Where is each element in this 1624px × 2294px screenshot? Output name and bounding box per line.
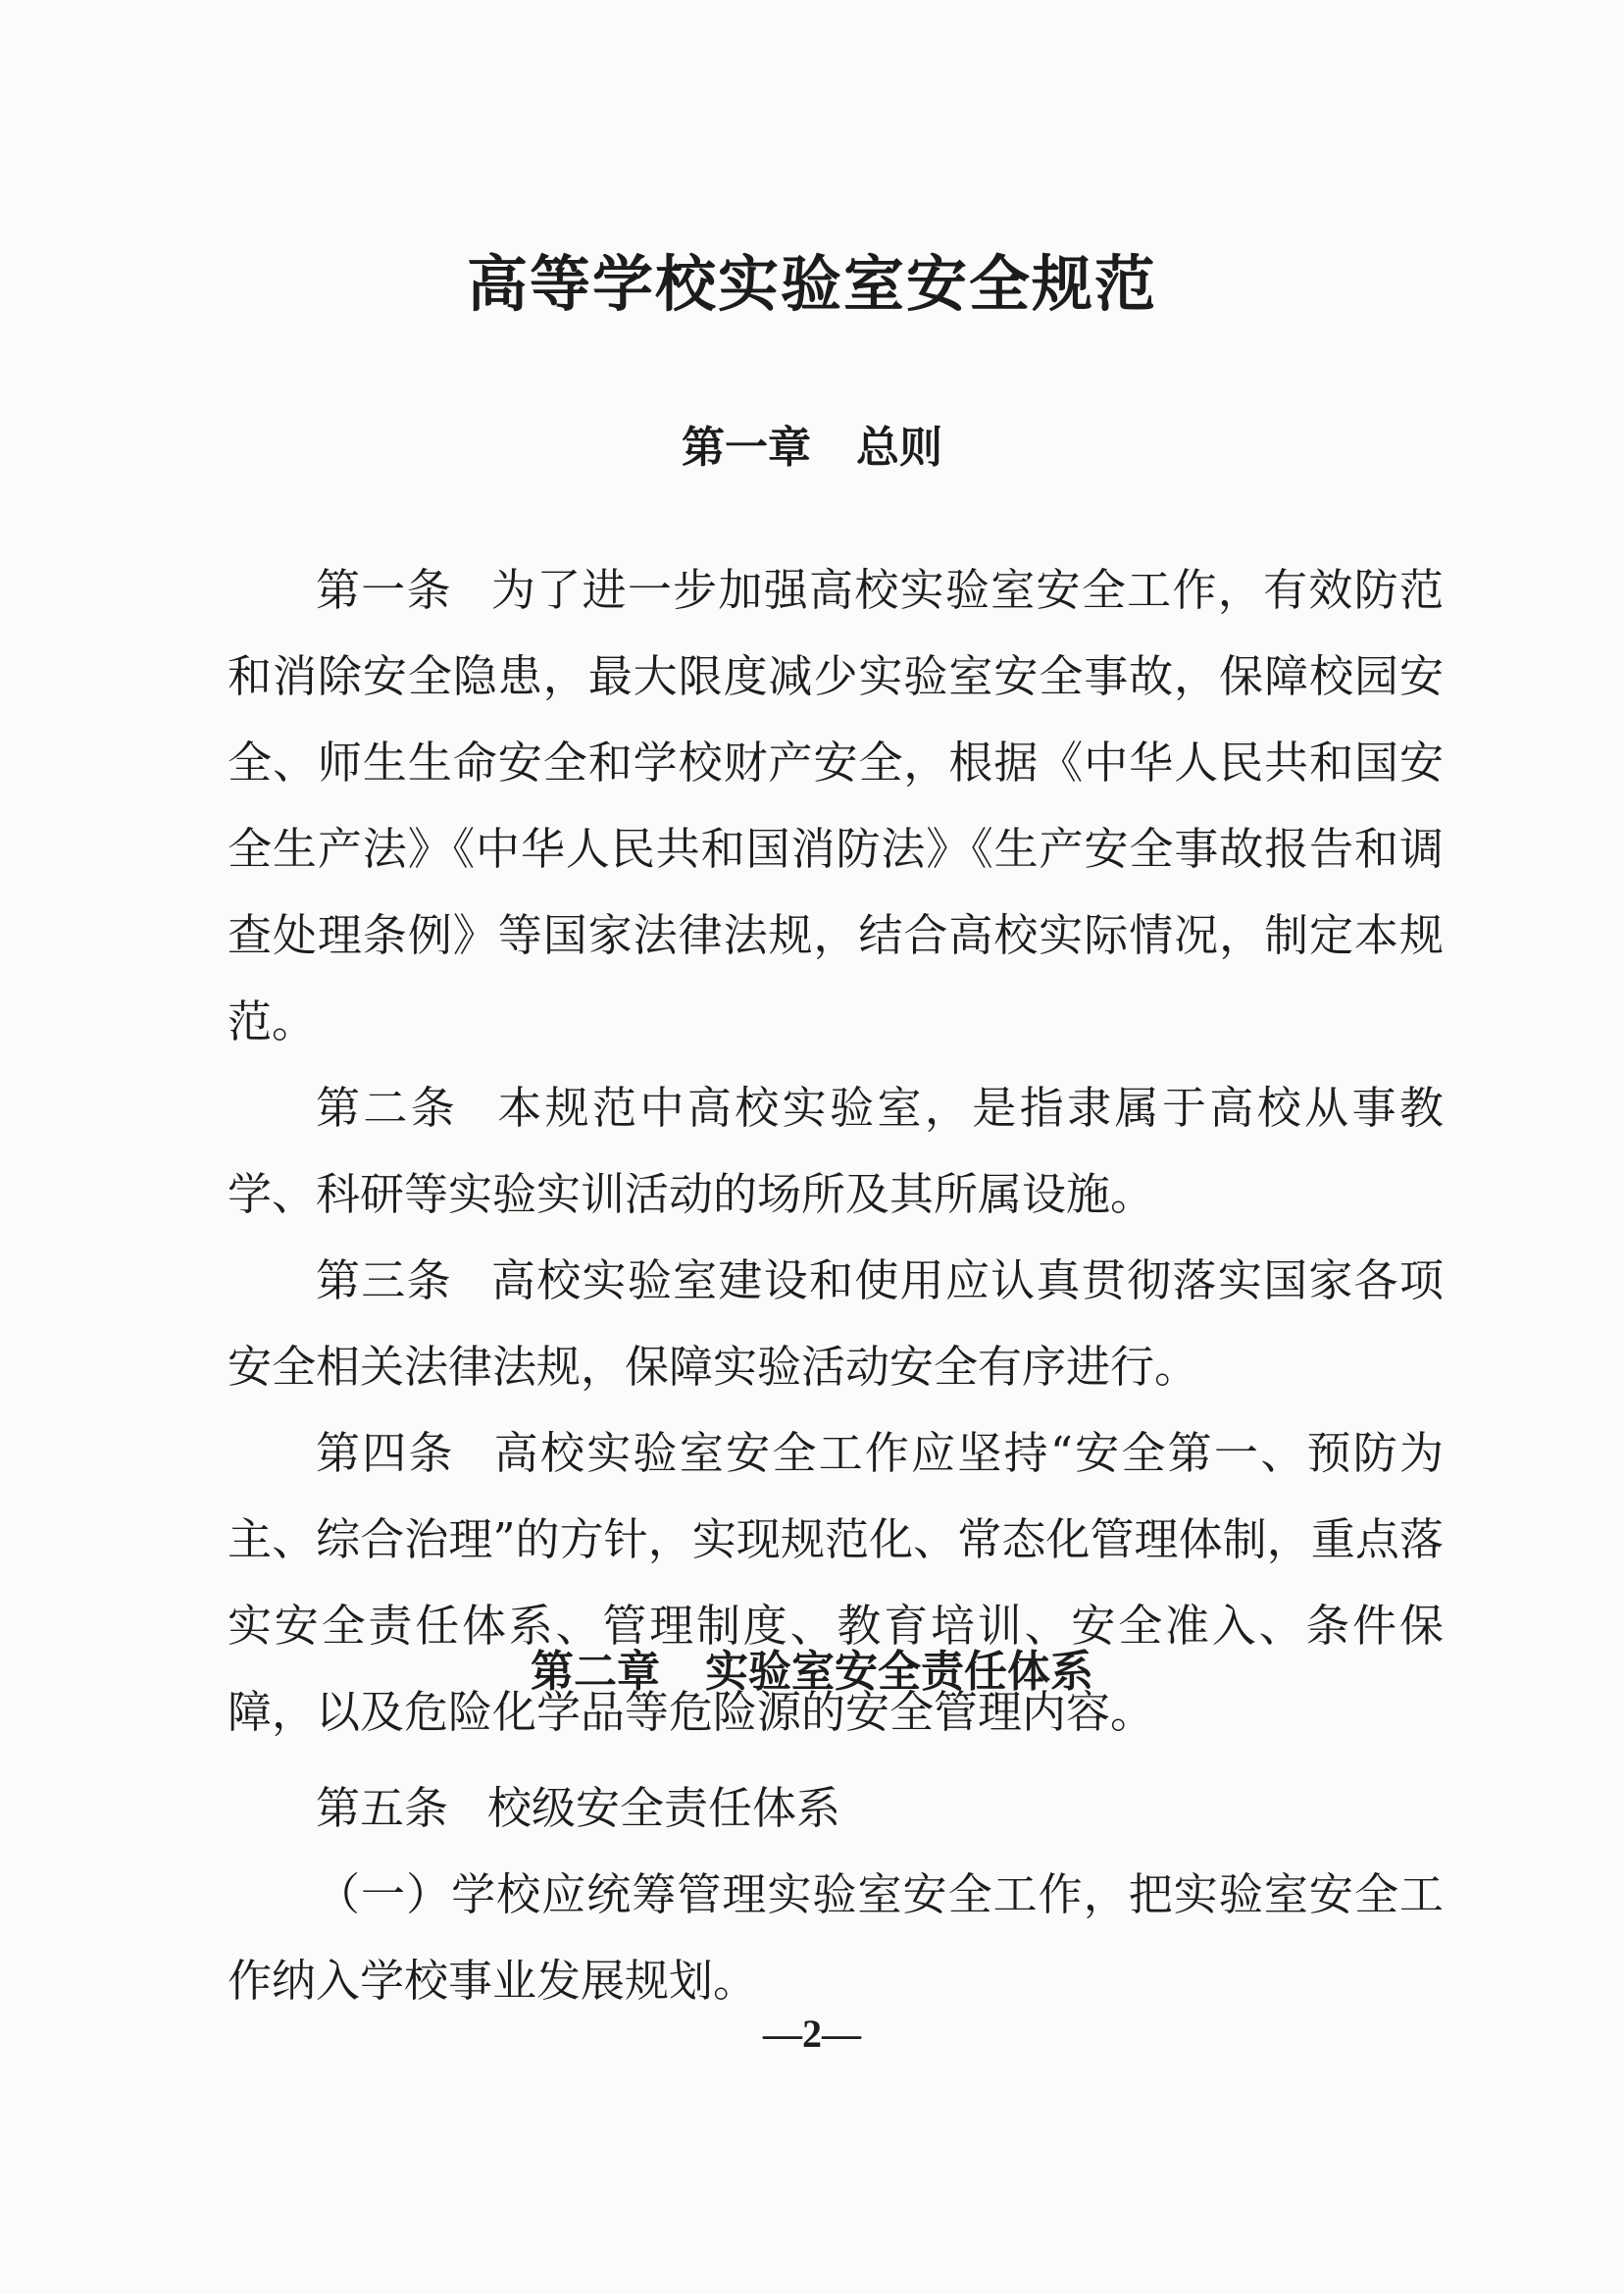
article-4 [228, 1410, 1444, 1756]
article-text: 校级安全责任体系 [487, 1782, 841, 1834]
article-3 [228, 1238, 1444, 1410]
chapter-number: 第一章 [682, 423, 811, 473]
document-title: 高等学校实验室安全规范 [466, 248, 1157, 320]
chapter-number: 第二章 [531, 1647, 660, 1697]
article-label: 第四条 [316, 1427, 455, 1479]
chapter-2-heading [0, 1636, 1624, 1699]
chapter-name: 实验室安全责任体系 [705, 1647, 1093, 1697]
article-text: 高校实验室建设和使用应认真贯彻落实国家各项安全相关法律法规，保障实验活动安全有序进行。 [228, 1254, 1444, 1393]
article-label: 第五条 [316, 1782, 449, 1834]
article-5-item-1 [228, 1852, 1444, 2024]
article-text: 高校实验室安全工作应坚持“安全第一、预防为主、综合治理”的方针，实现规范化、常态化管理体制，重点落实安全责任体系、管理制度、教育培训、安全准入、条件保障，以及危险化学品等危险源的安全管理内容。 [228, 1427, 1444, 1738]
page-number: —2— [763, 2012, 861, 2056]
article-5 [228, 1765, 1444, 1852]
article-label: 第三条 [316, 1254, 452, 1306]
article-label: 第二条 [316, 1082, 459, 1134]
article-2 [228, 1065, 1444, 1238]
chapter-2-body [228, 1765, 1444, 2024]
article-text: （一）学校应统筹管理实验室安全工作，把实验室安全工作纳入学校事业发展规划。 [228, 1868, 1444, 2007]
chapter-1-body [228, 547, 1444, 1756]
article-label: 第一条 [316, 564, 452, 616]
article-text: 为了进一步加强高校实验室安全工作，有效防范和消除安全隐患，最大限度减少实验室安全事故，保障校园安全、师生生命安全和学校财产安全，根据《中华人民共和国安全生产法》《中华人民共和国消防法》《生产安全事故报告和调查处理条例》等国家法律法规，结合高校实际情况，制定本规范。 [228, 564, 1444, 1047]
article-1 [228, 547, 1444, 1065]
chapter-1-heading [0, 412, 1624, 475]
article-text: 本规范中高校实验室，是指隶属于高校从事教学、科研等实验实训活动的场所及其所属设施。 [228, 1082, 1444, 1220]
chapter-name: 总则 [856, 423, 942, 473]
